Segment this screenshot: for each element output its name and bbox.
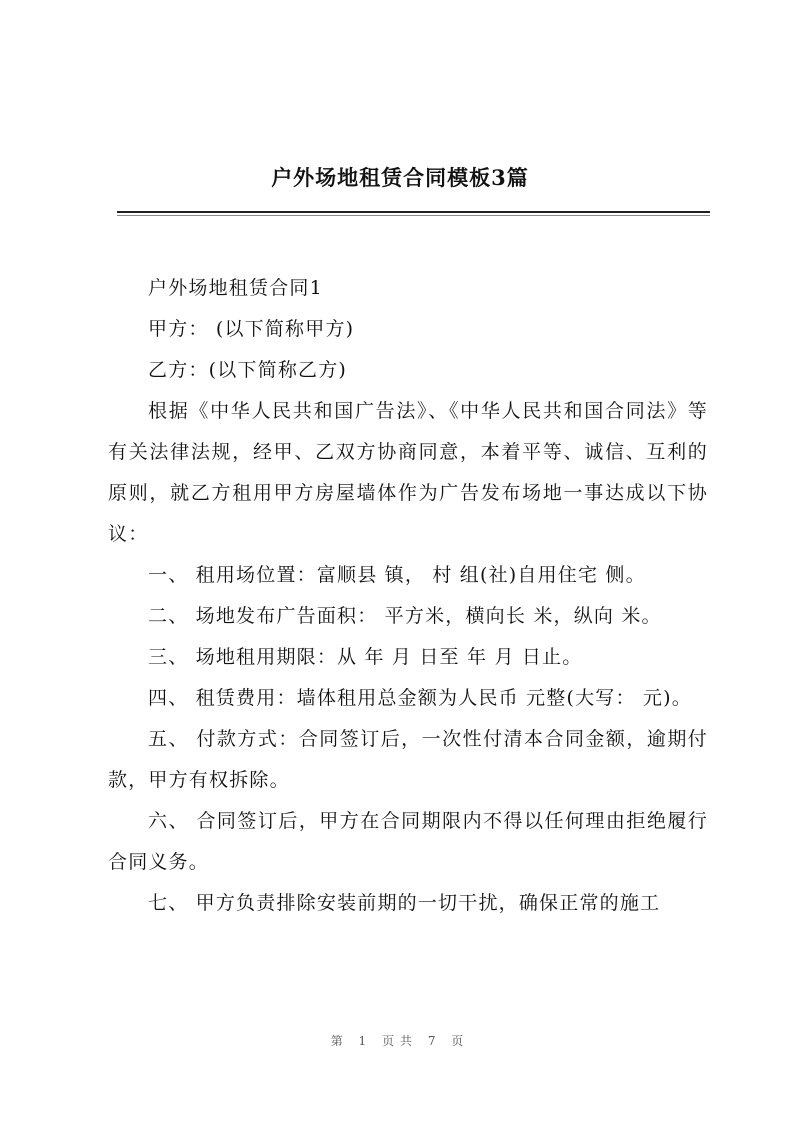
clause-4: 四、 租赁费用：墙体租用总金额为人民币 元整(大写： 元)。 (148, 687, 692, 709)
clause-3: 三、 场地租用期限：从 年 月 日至 年 月 日止。 (148, 646, 583, 668)
page-number: 第 1 页共 7 页 (330, 1034, 470, 1048)
title-divider (117, 211, 710, 213)
document-body (108, 268, 708, 924)
clause-7: 七、 甲方负责排除安装前期的一切干扰，确保正常的施工 (148, 892, 661, 914)
clause-6: 六、 合同签订后，甲方在合同期限内不得以任何理由拒绝履行合同义务。 (108, 810, 708, 873)
page-title: 户外场地租赁合同模板3篇 (271, 165, 529, 190)
clause-5: 五、 付款方式：合同签订后，一次性付清本合同金额，逾期付款，甲方有权拆除。 (108, 728, 708, 791)
contract-heading: 户外场地租赁合同1 (148, 277, 323, 299)
party-a-line: 甲方： (以下简称甲方) (148, 318, 355, 340)
clause-2: 二、 场地发布广告面积： 平方米，横向长 米，纵向 米。 (148, 605, 662, 627)
preamble-paragraph: 根据《中华人民共和国广告法》、《中华人民共和国合同法》等有关法律法规，经甲、乙双方协商同意，本着平等、诚信、互利的原则，就乙方租用甲方房屋墙体作为广告发布场地一事达成以下协议： (108, 400, 708, 545)
title-divider-thin (117, 215, 710, 216)
party-b-line: 乙方：(以下简称乙方) (148, 359, 348, 381)
clause-1: 一、 租用场位置：富顺县 镇， 村 组(社)自用住宅 侧。 (148, 564, 646, 586)
